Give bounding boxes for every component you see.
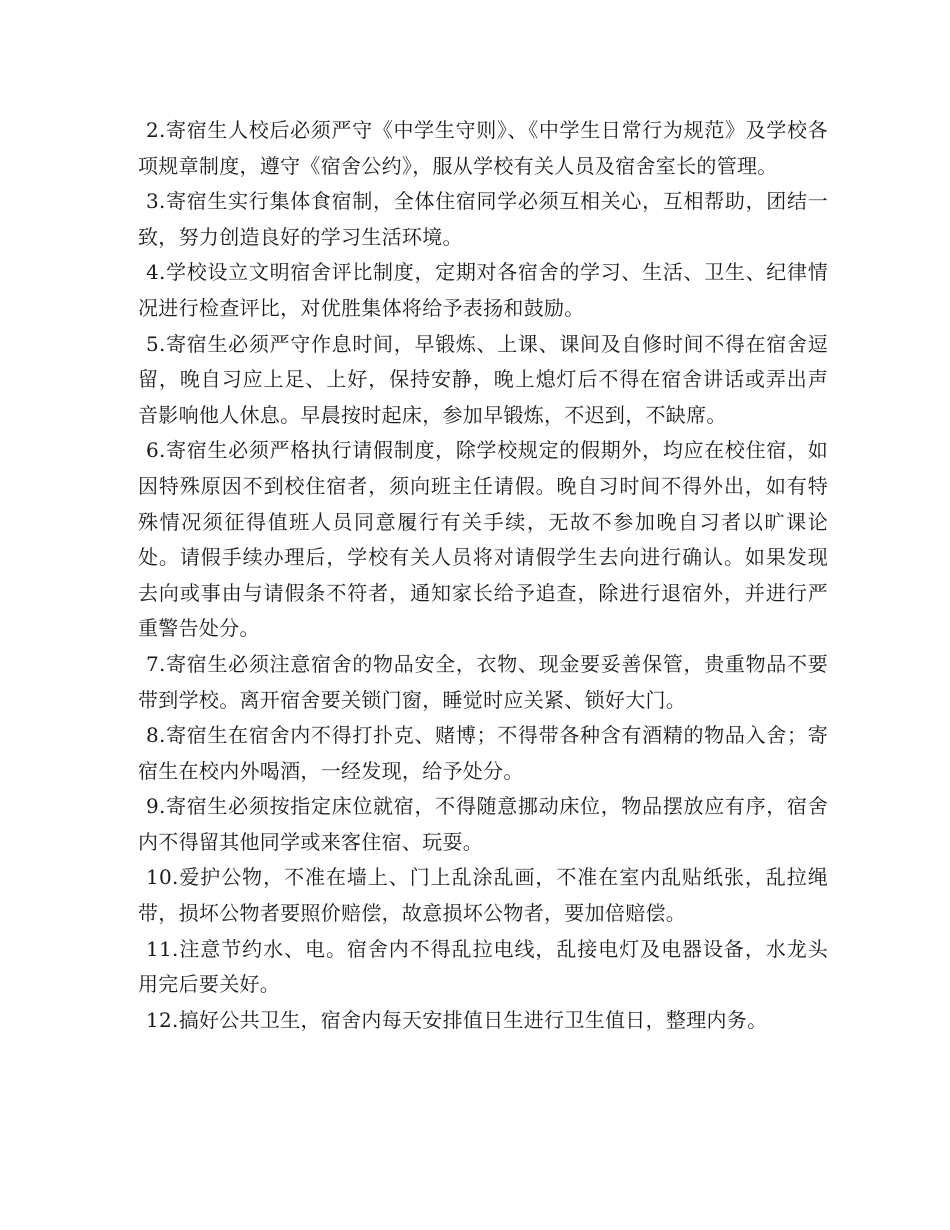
rule-paragraph-5: 5.寄宿生必须严守作息时间，早锻炼、上课、课间及自修时间不得在宿舍逗留，晚自习应上足、上好，保持安静，晚上熄灯后不得在宿舍讲话或弄出声音影响他人休息。早晨按时起床，参加早锻炼，不迟到，不缺席。 <box>138 331 828 427</box>
rule-paragraph-7: 7.寄宿生必须注意宿舍的物品安全，衣物、现金要妥善保管，贵重物品不要带到学校。离开宿舍要关锁门窗，睡觉时应关紧、锁好大门。 <box>138 651 828 712</box>
rule-paragraph-10: 10.爱护公物，不准在墙上、门上乱涂乱画，不准在室内乱贴纸张，乱拉绳带，损坏公物者要照价赔偿，故意损坏公物者，要加倍赔偿。 <box>138 865 828 926</box>
document-body <box>138 113 828 1038</box>
rule-paragraph-2: 2.寄宿生人校后必须严守《中学生守则》、《中学生日常行为规范》及学校各项规章制度，遵守《宿舍公约》，服从学校有关人员及宿舍室长的管理。 <box>138 118 828 178</box>
rule-paragraph-4: 4.学校设立文明宿舍评比制度，定期对各宿舍的学习、生活、卫生、纪律情况进行检查评比，对优胜集体将给予表扬和鼓励。 <box>138 260 828 320</box>
rule-paragraph-6: 6.寄宿生必须严格执行请假制度，除学校规定的假期外，均应在校住宿，如因特殊原因不到校住宿者，须向班主任请假。晚自习时间不得外出，如有特殊情况须征得值班人员同意履行有关手续，无故不参加晚自习者以旷课论处。请假手续办理后，学校有关人员将对请假学生去向进行确认。如果发现去向或事由与请假条不符者，通知家长给予追查，除进行退宿外，并进行严重警告处分。 <box>138 438 828 641</box>
rule-paragraph-12: 12.搞好公共卫生，宿舍内每天安排值日生进行卫生值日，整理内务。 <box>146 1007 768 1032</box>
rule-paragraph-9: 9.寄宿生必须按指定床位就宿，不得随意挪动床位，物品摆放应有序，宿舍内不得留其他同学或来客住宿、玩耍。 <box>138 794 828 854</box>
rule-paragraph-8: 8.寄宿生在宿舍内不得打扑克、赌博；不得带各种含有酒精的物品入舍；寄宿生在校内外喝酒，一经发现，给予处分。 <box>138 723 828 783</box>
rule-paragraph-3: 3.寄宿生实行集体食宿制，全体住宿同学必须互相关心，互相帮助，团结一致，努力创造良好的学习生活环境。 <box>138 189 828 249</box>
rule-paragraph-11: 11.注意节约水、电。宿舍内不得乱拉电线，乱接电灯及电器设备，水龙头用完后要关好。 <box>138 936 828 997</box>
